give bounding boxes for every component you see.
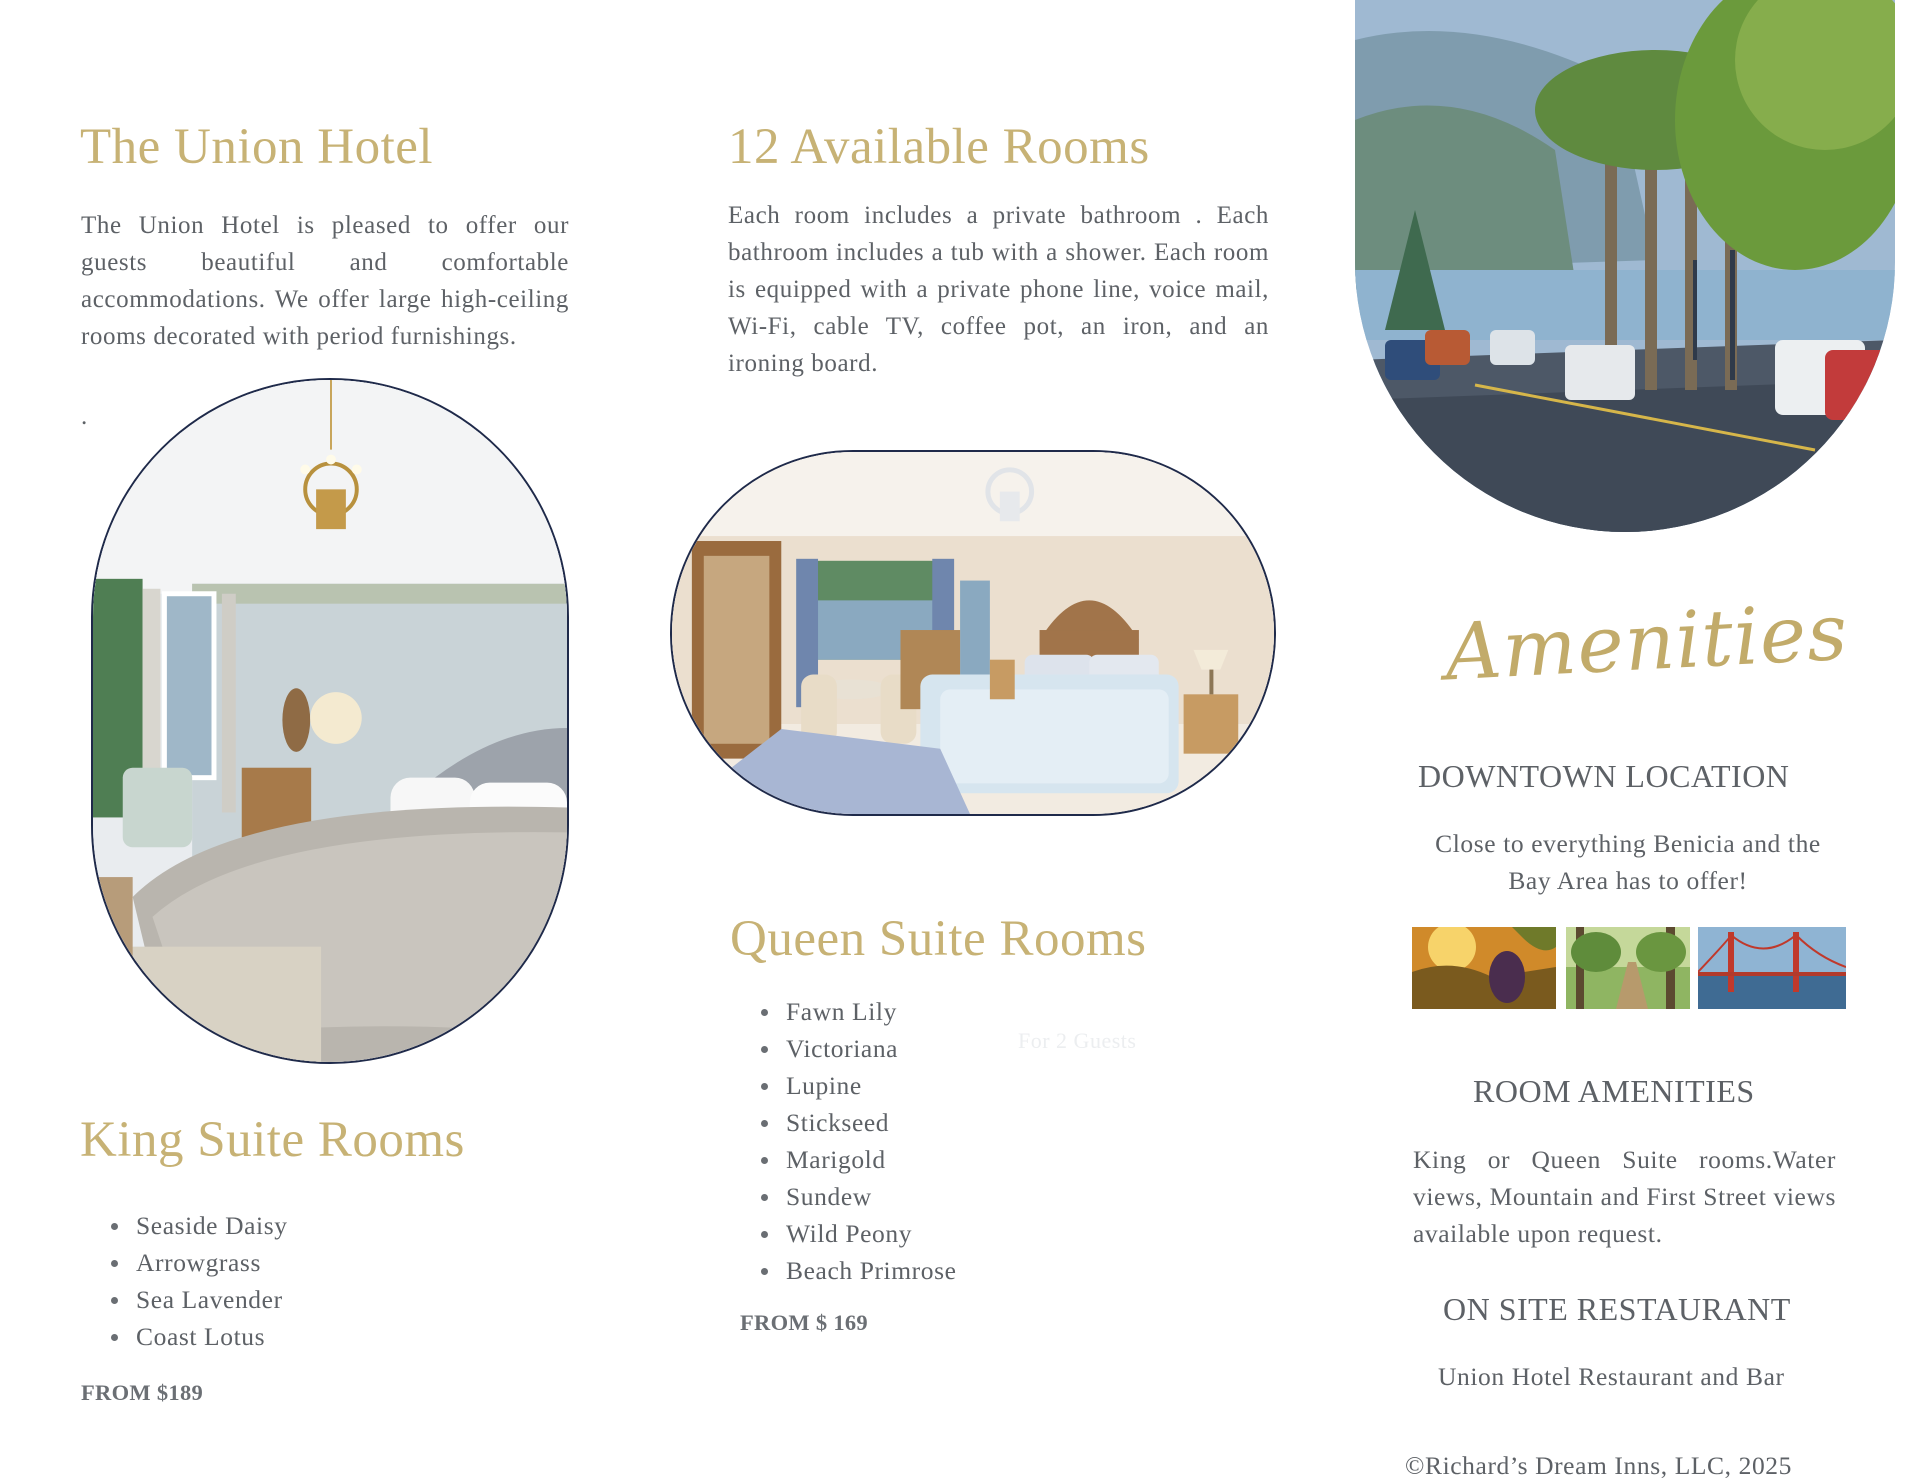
list-item: Marigold bbox=[758, 1141, 957, 1178]
downtown-heading: DOWNTOWN LOCATION bbox=[1418, 758, 1790, 794]
list-item: Coast Lotus bbox=[108, 1318, 288, 1355]
queen-room-list bbox=[758, 993, 957, 1289]
list-item: Stickseed bbox=[758, 1104, 957, 1141]
street-photo bbox=[1355, 0, 1895, 532]
list-item: Beach Primrose bbox=[758, 1252, 957, 1289]
king-bedroom-photo bbox=[91, 378, 569, 1064]
available-rooms-title: 12 Available Rooms bbox=[728, 119, 1150, 175]
hotel-title: The Union Hotel bbox=[80, 119, 434, 175]
golden-gate-thumbnail bbox=[1698, 927, 1846, 1009]
king-room-list bbox=[108, 1207, 288, 1355]
rooms-intro: Each room includes a private bathroom . Each bathroom includes a tub with a shower. Each room is equipped with a private phone line, voice mail, Wi-Fi, cable TV, coffee pot, an iron, and an ironing board. bbox=[728, 202, 1269, 377]
list-item: Lupine bbox=[758, 1067, 957, 1104]
list-item: Arrowgrass bbox=[108, 1244, 288, 1281]
downtown-text: Close to everything Benicia and the Bay Area has to offer! bbox=[1435, 829, 1821, 895]
forest-path-thumbnail bbox=[1566, 927, 1690, 1009]
queen-bedroom-photo bbox=[670, 450, 1276, 816]
list-item: Fawn Lily bbox=[758, 993, 957, 1030]
queen-price: FROM $ 169 bbox=[740, 1310, 868, 1335]
amenities-script-title: Amenities bbox=[1442, 587, 1851, 699]
restaurant-text: Union Hotel Restaurant and Bar bbox=[1438, 1362, 1785, 1391]
list-item: Seaside Daisy bbox=[108, 1207, 288, 1244]
list-item: Victoriana bbox=[758, 1030, 957, 1067]
stray-dot: . bbox=[81, 403, 88, 430]
restaurant-heading: ON SITE RESTAURANT bbox=[1443, 1291, 1791, 1327]
vineyard-thumbnail bbox=[1412, 927, 1556, 1009]
room-amenities-text: King or Queen Suite rooms.Water views, Mountain and First Street views available upon request. bbox=[1413, 1145, 1836, 1248]
room-amenities-heading: ROOM AMENITIES bbox=[1473, 1073, 1755, 1109]
queen-suite-title: Queen Suite Rooms bbox=[730, 911, 1147, 967]
copyright: ©Richard’s Dream Inns, LLC, 2025 bbox=[1405, 1451, 1793, 1480]
list-item: Sea Lavender bbox=[108, 1281, 288, 1318]
queen-guests-note: For 2 Guests bbox=[1018, 1028, 1137, 1053]
list-item: Wild Peony bbox=[758, 1215, 957, 1252]
king-suite-title: King Suite Rooms bbox=[80, 1112, 465, 1168]
list-item: Sundew bbox=[758, 1178, 957, 1215]
king-price: FROM $189 bbox=[81, 1380, 204, 1405]
hotel-intro: The Union Hotel is pleased to offer our guests beautiful and comfortable accommodations. We offer large high-ceiling rooms decorated with period furnishings. bbox=[81, 212, 569, 350]
